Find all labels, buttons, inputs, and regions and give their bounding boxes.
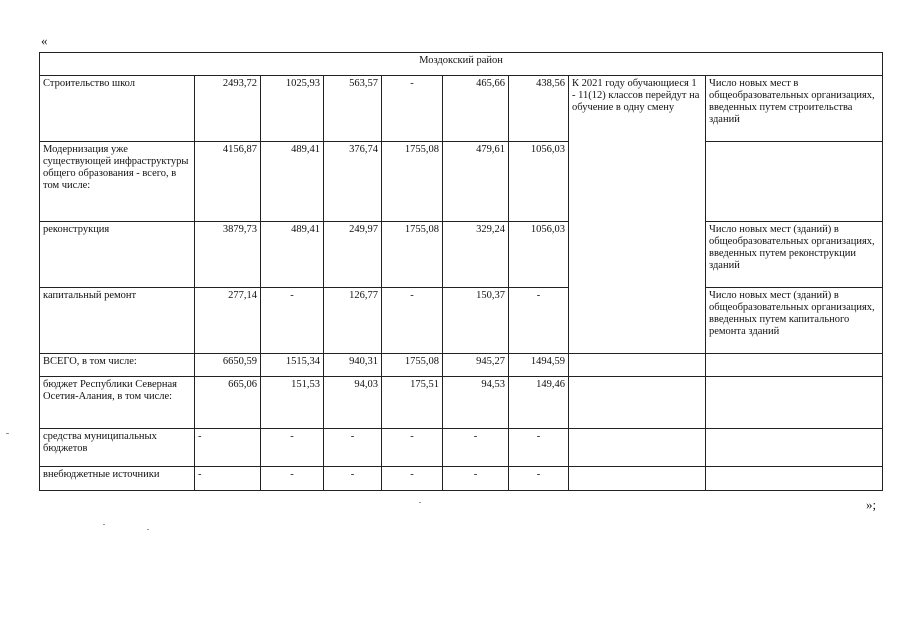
value-cell: 1755,08 (382, 222, 443, 288)
row-label: капитальный ремонт (40, 288, 195, 354)
value-cell: 945,27 (443, 354, 509, 377)
indicator-cell (706, 467, 883, 491)
value-cell: 151,53 (261, 377, 324, 429)
value-cell: 479,61 (443, 142, 509, 222)
goal-cell (569, 354, 706, 377)
goal-cell (569, 429, 706, 467)
scan-speck (419, 502, 421, 503)
value-cell: - (382, 288, 443, 354)
value-cell: - (261, 467, 324, 491)
value-cell: 376,74 (324, 142, 382, 222)
indicator-cell (706, 429, 883, 467)
value-cell: - (324, 467, 382, 491)
table-row (40, 288, 883, 354)
table-row (40, 377, 883, 429)
value-cell: - (261, 288, 324, 354)
indicator-cell: Число новых мест (зданий) в общеобразовательных организациях, введенных путем капитального ремонта зданий (706, 288, 883, 354)
row-label: ВСЕГО, в том числе: (40, 354, 195, 377)
goal-cell (569, 467, 706, 491)
value-cell: - (382, 76, 443, 142)
value-cell: 249,97 (324, 222, 382, 288)
value-cell: 438,56 (509, 76, 569, 142)
value-cell: 563,57 (324, 76, 382, 142)
row-label: Модернизация уже существующей инфраструктуры общего образования - всего, в том числе: (40, 142, 195, 222)
scan-speck (6, 433, 9, 434)
value-cell: 940,31 (324, 354, 382, 377)
table-row (40, 467, 883, 491)
table-row (40, 222, 883, 288)
value-cell: 329,24 (443, 222, 509, 288)
value-cell: - (509, 467, 569, 491)
row-label: Строительство школ (40, 76, 195, 142)
value-cell: 665,06 (195, 377, 261, 429)
row-label: средства муниципальных бюджетов (40, 429, 195, 467)
value-cell: 1056,03 (509, 222, 569, 288)
value-cell: 277,14 (195, 288, 261, 354)
goal-cell (569, 377, 706, 429)
indicator-cell: Число новых мест (зданий) в общеобразовательных организациях, введенных путем реконструкции зданий (706, 222, 883, 288)
value-cell: - (382, 429, 443, 467)
value-cell: 94,53 (443, 377, 509, 429)
table-row (40, 354, 883, 377)
opening-quote: « (41, 33, 48, 48)
value-cell: - (324, 429, 382, 467)
indicator-cell (706, 142, 883, 222)
value-cell: 6650,59 (195, 354, 261, 377)
value-cell: 4156,87 (195, 142, 261, 222)
value-cell: 1056,03 (509, 142, 569, 222)
row-label: бюджет Республики Северная Осетия-Алания, в том числе: (40, 377, 195, 429)
table-row (40, 429, 883, 467)
program-table (39, 52, 883, 491)
value-cell: 150,37 (443, 288, 509, 354)
value-cell: 1515,34 (261, 354, 324, 377)
table-row (40, 76, 883, 142)
indicator-cell (706, 377, 883, 429)
value-cell: 489,41 (261, 142, 324, 222)
row-label: внебюджетные источники (40, 467, 195, 491)
goal-cell: К 2021 году обучающиеся 1 - 11(12) классов перейдут на обучение в одну смену (569, 76, 706, 354)
value-cell: 149,46 (509, 377, 569, 429)
value-cell: 1025,93 (261, 76, 324, 142)
value-cell: - (382, 467, 443, 491)
value-cell: - (509, 288, 569, 354)
value-cell: 465,66 (443, 76, 509, 142)
value-cell: 3879,73 (195, 222, 261, 288)
value-cell: 1755,08 (382, 354, 443, 377)
row-label: реконструкция (40, 222, 195, 288)
value-cell: 126,77 (324, 288, 382, 354)
value-cell: - (261, 429, 324, 467)
value-cell: - (509, 429, 569, 467)
value-cell: 489,41 (261, 222, 324, 288)
value-cell: 1494,59 (509, 354, 569, 377)
value-cell: - (195, 467, 261, 491)
value-cell: - (195, 429, 261, 467)
closing-quote: »; (866, 497, 877, 512)
value-cell: - (443, 429, 509, 467)
scan-speck (103, 524, 105, 525)
region-title: Моздокский район (40, 53, 883, 76)
value-cell: 2493,72 (195, 76, 261, 142)
value-cell: 175,51 (382, 377, 443, 429)
table-row (40, 142, 883, 222)
value-cell: 1755,08 (382, 142, 443, 222)
indicator-cell (706, 354, 883, 377)
region-header-row (40, 53, 883, 76)
value-cell: 94,03 (324, 377, 382, 429)
value-cell: - (443, 467, 509, 491)
indicator-cell: Число новых мест в общеобразовательных организациях, введенных путем строительства зданий (706, 76, 883, 142)
scan-speck (147, 529, 149, 530)
